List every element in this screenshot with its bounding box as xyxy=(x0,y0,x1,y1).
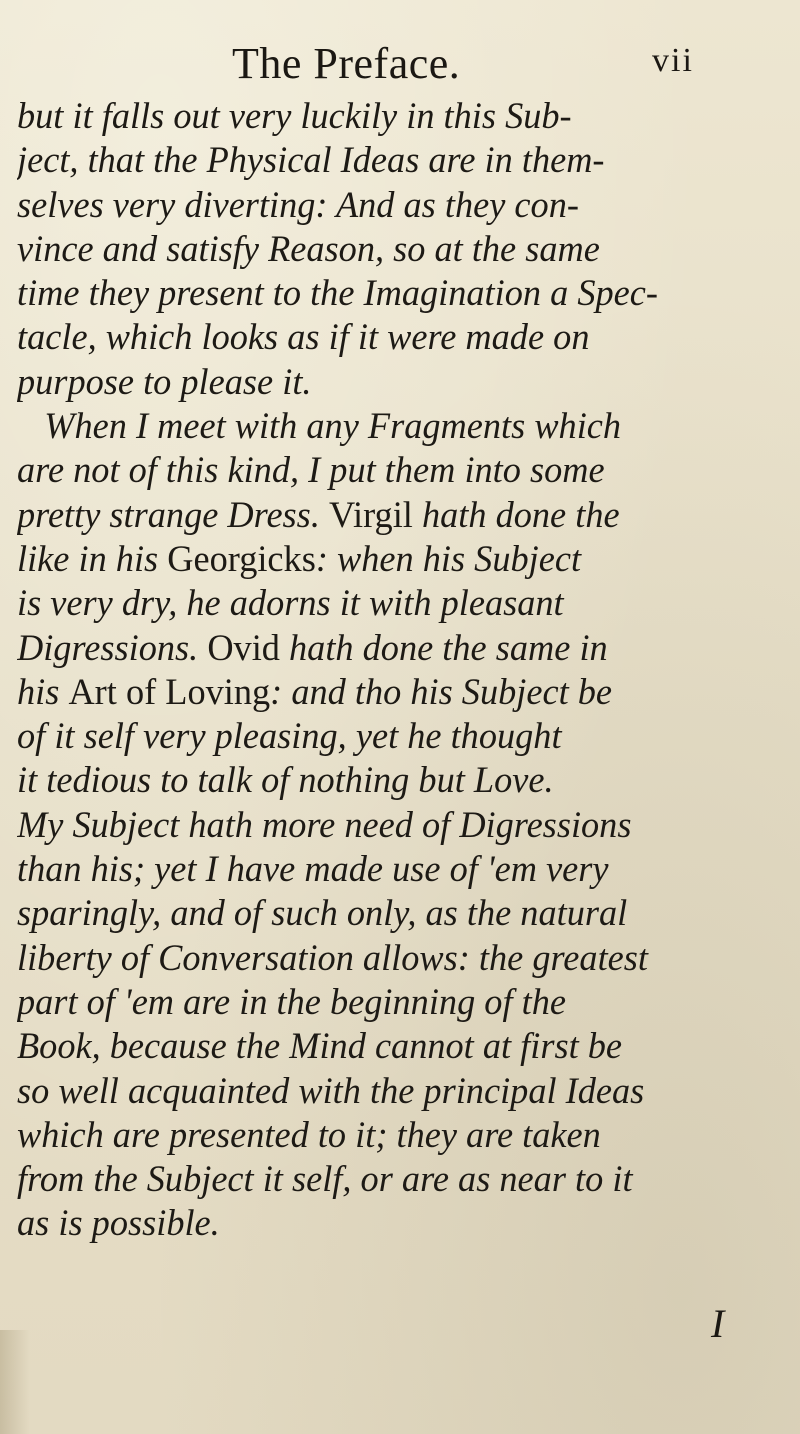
text-run: tacle, which looks as if it were made on xyxy=(17,316,590,358)
text-line xyxy=(17,94,783,138)
text-run: hath done the same in xyxy=(279,626,608,668)
text-line xyxy=(17,315,783,359)
text-line xyxy=(17,448,783,492)
text-line xyxy=(17,183,783,227)
running-title: The Preface. xyxy=(232,39,461,88)
text-line xyxy=(17,1113,783,1157)
preface-text xyxy=(17,94,787,1246)
text-run: of it self very pleasing, yet he thought xyxy=(17,715,562,757)
text-run: which are presented to it; they are taken xyxy=(17,1113,601,1155)
text-run: it tedious to talk of nothing but Love. xyxy=(17,759,554,801)
catchword: I xyxy=(711,1301,725,1346)
text-run: vince and satisfy Reason, so at the same xyxy=(17,227,600,269)
text-run: time they present to the Imagination a Spec- xyxy=(17,272,658,314)
text-line xyxy=(17,714,783,758)
text-line xyxy=(17,980,783,1024)
text-run: Georgicks xyxy=(167,537,316,579)
text-run: liberty of Conversation allows: the greatest xyxy=(17,936,648,978)
text-line xyxy=(17,670,783,714)
text-line xyxy=(17,1157,783,1201)
text-run: like in his xyxy=(17,537,168,579)
text-run: Book, because the Mind cannot at first be xyxy=(17,1025,623,1067)
text-run: from the Subject it self, or are as near to it xyxy=(17,1158,633,1200)
text-run: purpose to please it. xyxy=(17,360,312,402)
text-line xyxy=(17,758,783,802)
page-header xyxy=(0,38,800,88)
text-line xyxy=(17,1069,783,1113)
text-run: : and tho his Subject be xyxy=(270,670,613,712)
text-line xyxy=(17,803,783,847)
text-line xyxy=(17,1201,783,1245)
text-line xyxy=(17,493,783,537)
text-line xyxy=(17,360,783,404)
text-run: than his; yet I have made use of 'em very xyxy=(17,848,609,890)
text-run: his xyxy=(17,670,69,712)
text-run: When I meet with any Fragments which xyxy=(17,405,622,447)
text-run: Virgil xyxy=(328,493,413,535)
text-run: is very dry, he adorns it with pleasant xyxy=(17,582,564,624)
text-run: ject, that the Physical Ideas are in them- xyxy=(17,139,605,181)
text-run: My Subject hath more need of Digressions xyxy=(17,803,632,845)
text-line xyxy=(17,581,783,625)
text-run: sparingly, and of such only, as the natural xyxy=(17,892,628,934)
text-run: Art of Loving xyxy=(68,670,271,712)
text-line xyxy=(17,138,783,182)
text-run: part of 'em are in the beginning of the xyxy=(17,980,566,1022)
text-run: so well acquainted with the principal Ideas xyxy=(17,1069,645,1111)
text-run: Ovid xyxy=(207,626,280,668)
text-run: selves very diverting: And as they con- xyxy=(17,183,579,225)
text-run: pretty strange Dress. xyxy=(17,493,329,535)
text-line xyxy=(17,1024,783,1068)
text-run: as is possible. xyxy=(17,1202,220,1244)
text-line xyxy=(17,626,783,670)
text-run: but it falls out very luckily in this Sub- xyxy=(17,95,572,136)
text-line xyxy=(17,537,783,581)
text-line xyxy=(17,227,783,271)
text-run: : when his Subject xyxy=(315,537,582,579)
text-run: are not of this kind, I put them into some xyxy=(17,449,605,491)
text-line xyxy=(17,891,783,935)
page-edge-shadow xyxy=(0,1330,30,1434)
text-line xyxy=(17,404,783,448)
text-line xyxy=(17,936,783,980)
text-line xyxy=(17,847,783,891)
page-number: vii xyxy=(652,42,694,79)
text-line xyxy=(17,271,783,315)
text-run: Digressions. xyxy=(17,626,208,668)
text-run: hath done the xyxy=(412,493,620,535)
